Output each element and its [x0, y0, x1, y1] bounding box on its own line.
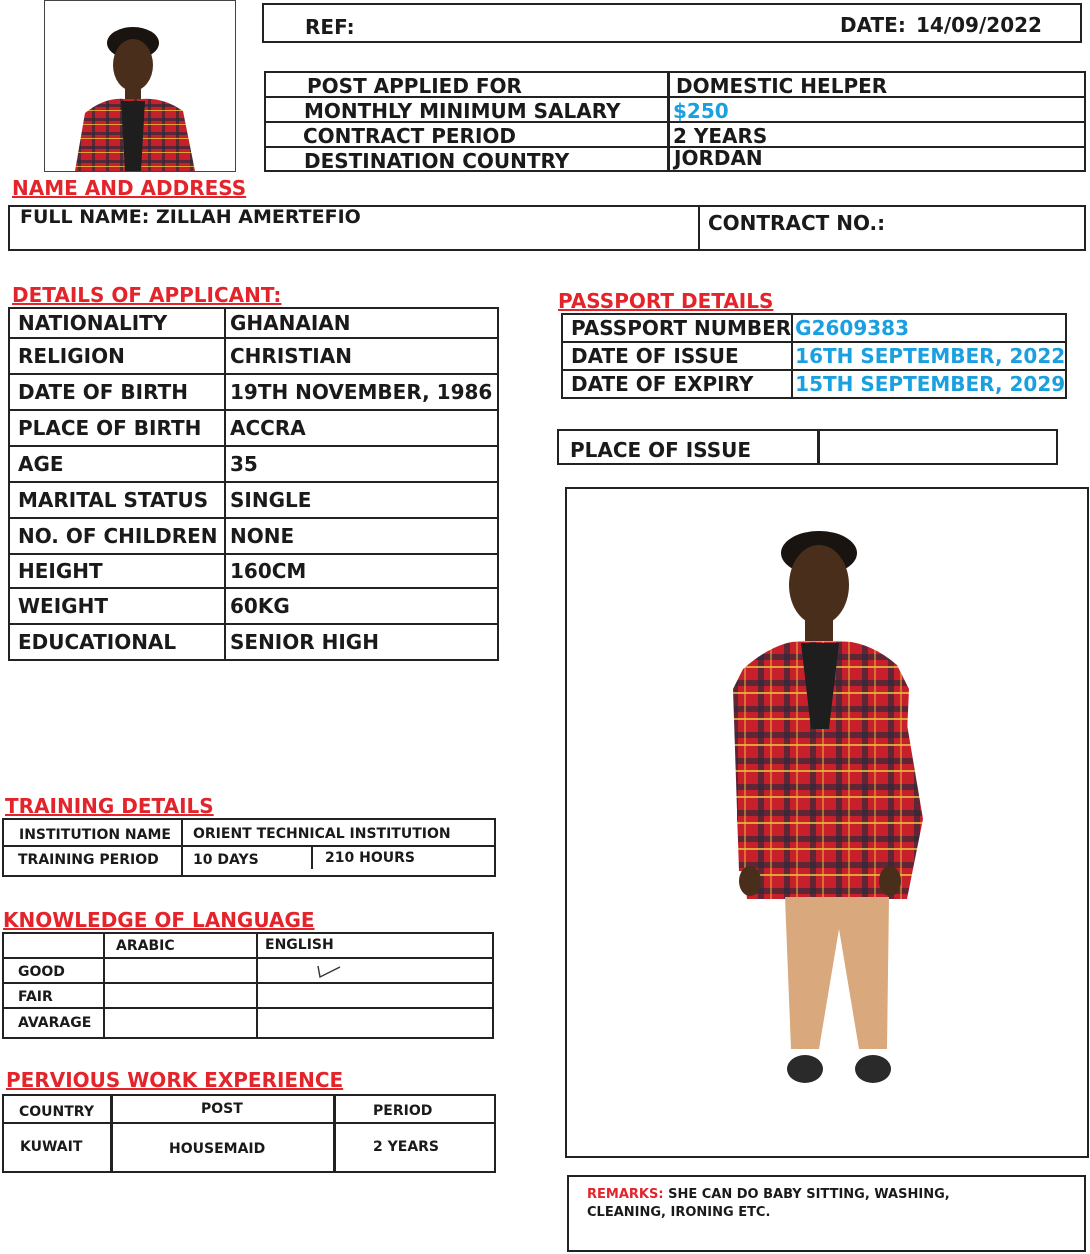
applicant-row — [9, 482, 498, 518]
applicant-row-value: NONE — [225, 518, 498, 554]
passport-row-label: PASSPORT NUMBER — [562, 314, 792, 342]
training-divider-v — [181, 818, 183, 877]
language-divider-h1 — [2, 957, 494, 959]
language-divider-v2 — [256, 932, 258, 1039]
passport-row-value: 16TH SEPTEMBER, 2022 — [792, 342, 1066, 370]
applicant-row-label: WEIGHT — [9, 588, 225, 624]
experience-divider-v2 — [333, 1094, 336, 1173]
applicant-row-label: DATE OF BIRTH — [9, 374, 225, 410]
applicant-row-label: AGE — [9, 446, 225, 482]
applicant-row-value: SINGLE — [225, 482, 498, 518]
language-col-arabic: ARABIC — [116, 938, 175, 954]
ref-label: REF: — [305, 15, 355, 39]
place-of-issue-label: PLACE OF ISSUE — [570, 438, 752, 462]
training-days-value: 10 DAYS — [193, 852, 259, 868]
training-period-label: TRAINING PERIOD — [18, 852, 159, 868]
applicant-row — [9, 338, 498, 374]
name-address-heading: NAME AND ADDRESS — [12, 176, 247, 200]
applicant-row-value: CHRISTIAN — [225, 338, 498, 374]
applicant-row — [9, 446, 498, 482]
experience-divider-h — [2, 1122, 496, 1124]
language-row-fair: FAIR — [18, 989, 53, 1005]
language-divider-h2 — [2, 982, 494, 984]
applicant-row-label: HEIGHT — [9, 554, 225, 588]
applicant-row — [9, 518, 498, 554]
passport-row-value: G2609383 — [792, 314, 1066, 342]
full-name-label: FULL NAME: — [20, 206, 150, 228]
remarks-line1 — [587, 1187, 950, 1202]
applicant-row-value: ACCRA — [225, 410, 498, 446]
language-row-average: AVARAGE — [18, 1015, 92, 1031]
applicant-photo-small — [44, 0, 236, 172]
post-applied-value: DOMESTIC HELPER — [676, 74, 888, 98]
date-value: 14/09/2022 — [916, 13, 1042, 37]
english-good-checkmark-icon — [312, 962, 344, 984]
training-heading: TRAINING DETAILS — [5, 794, 214, 818]
experience-heading: PERVIOUS WORK EXPERIENCE — [6, 1068, 344, 1092]
training-hours-value: 210 HOURS — [325, 850, 415, 866]
institution-label: INSTITUTION NAME — [19, 827, 171, 843]
applicant-row-value: 60KG — [225, 588, 498, 624]
remarks-text-1: SHE CAN DO BABY SITTING, WASHING, — [668, 1187, 950, 1202]
passport-row — [562, 342, 1066, 370]
language-heading: KNOWLEDGE OF LANGUAGE — [3, 908, 315, 932]
applicant-row-value: 35 — [225, 446, 498, 482]
experience-divider-v1 — [110, 1094, 113, 1173]
destination-label: DESTINATION COUNTRY — [304, 149, 570, 173]
passport-row — [562, 314, 1066, 342]
institution-value: ORIENT TECHNICAL INSTITUTION — [193, 826, 451, 842]
language-divider-v1 — [103, 932, 105, 1039]
full-name-value: ZILLAH AMERTEFIO — [156, 206, 361, 228]
remarks-label: REMARKS: — [587, 1187, 664, 1202]
applicant-row-label: PLACE OF BIRTH — [9, 410, 225, 446]
language-row-good: GOOD — [18, 964, 65, 980]
applicant-row-value: 19TH NOVEMBER, 1986 — [225, 374, 498, 410]
applicant-row — [9, 374, 498, 410]
applicant-row — [9, 308, 498, 338]
applicant-row-label: EDUCATIONAL — [9, 624, 225, 660]
contract-period-label: CONTRACT PERIOD — [303, 124, 516, 148]
passport-row-label: DATE OF ISSUE — [562, 342, 792, 370]
applicant-row-label: NATIONALITY — [9, 308, 225, 338]
applicant-row-value: 160CM — [225, 554, 498, 588]
experience-header-period: PERIOD — [373, 1103, 433, 1119]
date-label: DATE: — [840, 13, 906, 37]
applicant-row-label: RELIGION — [9, 338, 225, 374]
passport-row — [562, 370, 1066, 398]
remarks-text-2: CLEANING, IRONING ETC. — [587, 1205, 771, 1220]
language-divider-h3 — [2, 1007, 494, 1009]
training-divider-h — [2, 845, 496, 847]
contract-period-value: 2 YEARS — [673, 124, 768, 148]
experience-country-value: KUWAIT — [20, 1139, 83, 1155]
passport-row-label: DATE OF EXPIRY — [562, 370, 792, 398]
applicant-photo-full — [565, 487, 1089, 1158]
applicant-row — [9, 554, 498, 588]
post-applied-label: POST APPLIED FOR — [307, 74, 522, 98]
destination-value: JORDAN — [674, 146, 763, 170]
applicant-row-value: GHANAIAN — [225, 308, 498, 338]
salary-label: MONTHLY MINIMUM SALARY — [304, 99, 621, 123]
passport-heading: PASSPORT DETAILS — [558, 289, 774, 313]
applicant-row — [9, 588, 498, 624]
passport-row-value: 15TH SEPTEMBER, 2029 — [792, 370, 1066, 398]
experience-header-country: COUNTRY — [19, 1104, 94, 1120]
applicant-row — [9, 624, 498, 660]
contract-no-label: CONTRACT NO.: — [708, 211, 886, 235]
applicant-row — [9, 410, 498, 446]
place-of-issue-divider — [817, 429, 820, 465]
applicant-row-value: SENIOR HIGH — [225, 624, 498, 660]
training-divider-hours — [311, 847, 313, 869]
applicant-row-label: NO. OF CHILDREN — [9, 518, 225, 554]
name-box-divider — [698, 205, 700, 251]
experience-header-post: POST — [201, 1101, 243, 1117]
experience-post-value: HOUSEMAID — [169, 1141, 266, 1157]
applicant-row-label: MARITAL STATUS — [9, 482, 225, 518]
applicant-heading: DETAILS OF APPLICANT: — [12, 283, 282, 307]
language-col-english: ENGLISH — [265, 937, 334, 953]
applicant-table — [8, 307, 499, 661]
salary-value: $250 — [673, 99, 729, 123]
passport-table — [561, 313, 1067, 399]
experience-period-value: 2 YEARS — [373, 1139, 440, 1155]
